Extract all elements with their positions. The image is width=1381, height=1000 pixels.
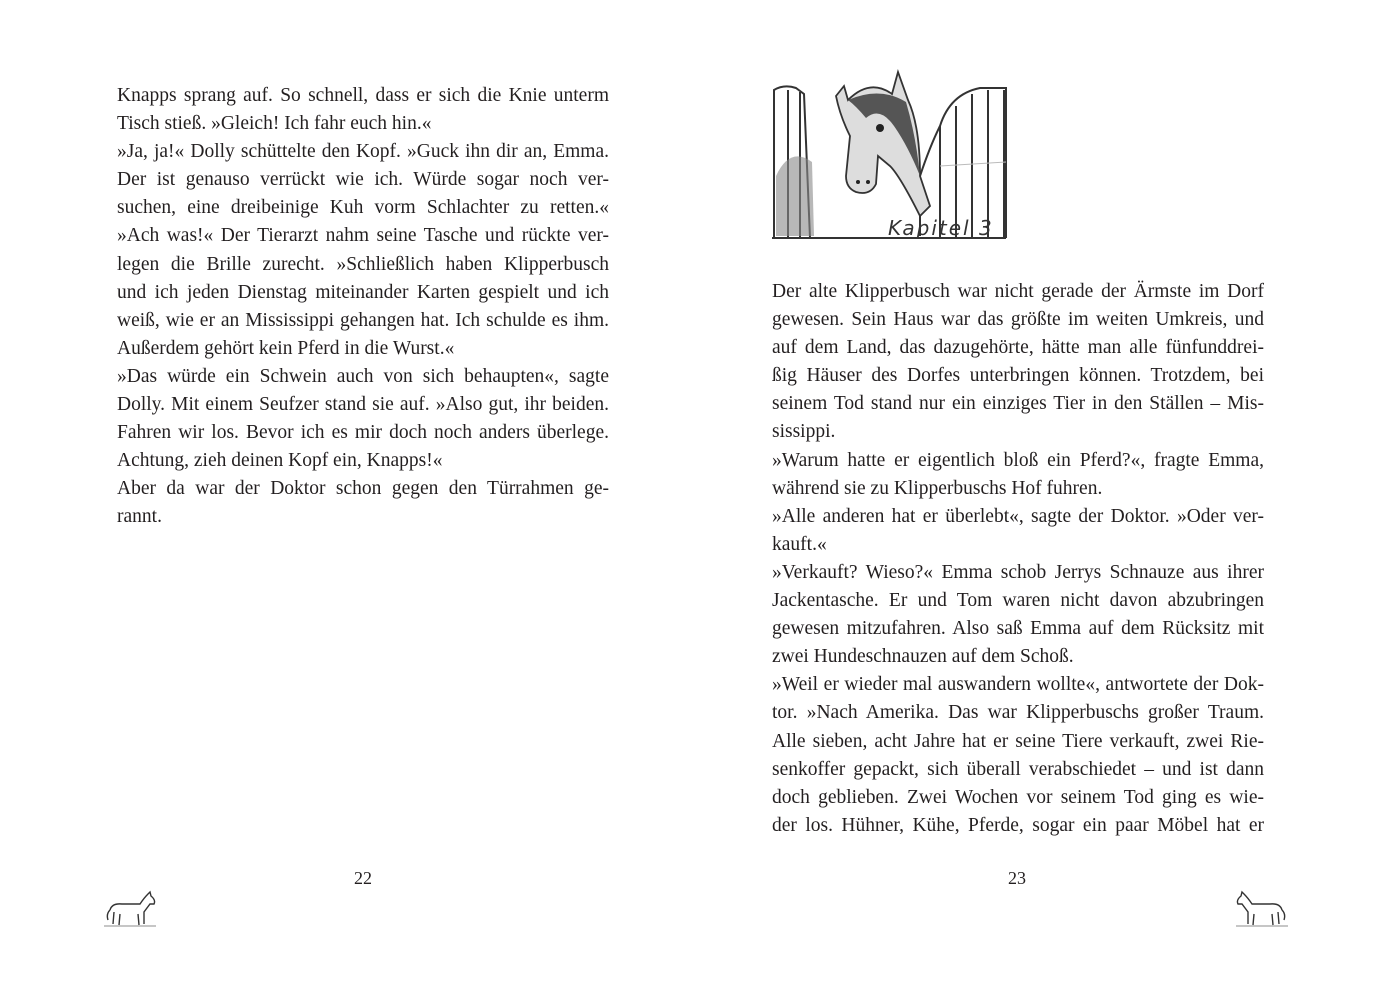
text-line: sissippi. bbox=[772, 421, 836, 443]
text-line: doch geblieben. Zwei Wochen vor seinem Tod ging es wie- bbox=[772, 786, 1264, 808]
text-line: rannt. bbox=[117, 506, 162, 528]
text-line: gewesen mitzufahren. Also saß Emma auf dem Rücksitz mit bbox=[772, 618, 1264, 640]
text-line: »Das würde ein Schwein auch von sich behaupten«, sagte bbox=[117, 365, 609, 387]
chapter-illustration-horse-in-stable bbox=[770, 66, 1010, 246]
text-line: Außerdem gehört kein Pferd in die Wurst.« bbox=[117, 337, 455, 359]
text-line: tor. »Nach Amerika. Das war Klipperbuschs großer Traum. bbox=[772, 702, 1264, 724]
text-line: suchen, eine dreibeinige Kuh vorm Schlachter zu retten.« bbox=[117, 197, 609, 219]
text-line: Dolly. Mit einem Seufzer stand sie auf. »Also gut, ihr beiden. bbox=[117, 394, 609, 416]
text-line: Jackentasche. Er und Tom waren nicht davon abzubringen bbox=[772, 590, 1264, 612]
text-line: weiß, wie er an Mississippi gehangen hat. Ich schulde es ihm. bbox=[117, 309, 609, 331]
page-number-left: 22 bbox=[354, 868, 372, 888]
text-line: und ich jeden Dienstag miteinander Karten gespielt und ich bbox=[117, 281, 609, 303]
chapter-label: Kapitel 3 bbox=[888, 216, 994, 240]
text-line: auf dem Land, das dazugehörte, hätte man alle fünfunddrei- bbox=[772, 337, 1264, 359]
text-line: Der ist genauso verrückt wie ich. Würde sogar noch ver- bbox=[117, 169, 609, 191]
text-line: ßig Häuser des Dorfes unterbringen können. Trotzdem, bei bbox=[772, 365, 1264, 387]
text-line: zwei Hundeschnauzen auf dem Schoß. bbox=[772, 646, 1074, 668]
text-line: »Ach was!« Der Tierarzt nahm seine Tasche und rückte ver- bbox=[117, 225, 609, 247]
text-line: »Ja, ja!« Dolly schüttelte den Kopf. »Guck ihn dir an, Emma. bbox=[117, 141, 609, 163]
text-line: Aber da war der Doktor schon gegen den Türrahmen ge- bbox=[117, 478, 609, 500]
text-line: seinem Tod stand nur ein einziges Tier in den Ställen – Mis- bbox=[772, 393, 1264, 415]
page-number-right: 23 bbox=[1008, 868, 1026, 888]
right-page-text bbox=[772, 278, 1264, 840]
text-line: Knapps sprang auf. So schnell, dass er sich die Knie unterm bbox=[117, 85, 609, 106]
text-line: kauft.« bbox=[772, 533, 827, 555]
text-line: Der alte Klipperbusch war nicht gerade der Ärmste im Dorf bbox=[772, 281, 1264, 302]
text-line: Alle sieben, acht Jahre hat er seine Tiere verkauft, zwei Rie- bbox=[772, 730, 1264, 752]
text-line: »Weil er wieder mal auswandern wollte«, antwortete der Dok- bbox=[772, 674, 1264, 696]
text-line: Achtung, zieh deinen Kopf ein, Knapps!« bbox=[117, 450, 443, 472]
text-line: der los. Hühner, Kühe, Pferde, sogar ein paar Möbel hat er bbox=[772, 814, 1264, 836]
text-line: »Verkauft? Wieso?« Emma schob Jerrys Schnauze aus ihrer bbox=[772, 561, 1264, 583]
text-line: während sie zu Klipperbuschs Hof fuhren. bbox=[772, 477, 1103, 499]
text-line: Fahren wir los. Bevor ich es mir doch noch anders überlege. bbox=[117, 422, 609, 444]
left-page-text bbox=[117, 82, 609, 532]
left-page bbox=[0, 0, 690, 1000]
small-horse-icon bbox=[100, 888, 160, 930]
text-line: »Warum hatte er eigentlich bloß ein Pferd?«, fragte Emma, bbox=[772, 449, 1264, 471]
text-line: legen die Brille zurecht. »Schließlich haben Klipperbusch bbox=[117, 253, 609, 275]
text-line: Tisch stieß. »Gleich! Ich fahr euch hin.« bbox=[117, 113, 432, 135]
text-line: »Alle anderen hat er überlebt«, sagte der Doktor. »Oder ver- bbox=[772, 505, 1264, 527]
small-horse-icon bbox=[1232, 888, 1292, 930]
text-line: senkoffer gepackt, sich überall verabschiedet – und ist dann bbox=[772, 758, 1264, 780]
text-line: gewesen. Sein Haus war das größte im weiten Umkreis, und bbox=[772, 309, 1264, 331]
